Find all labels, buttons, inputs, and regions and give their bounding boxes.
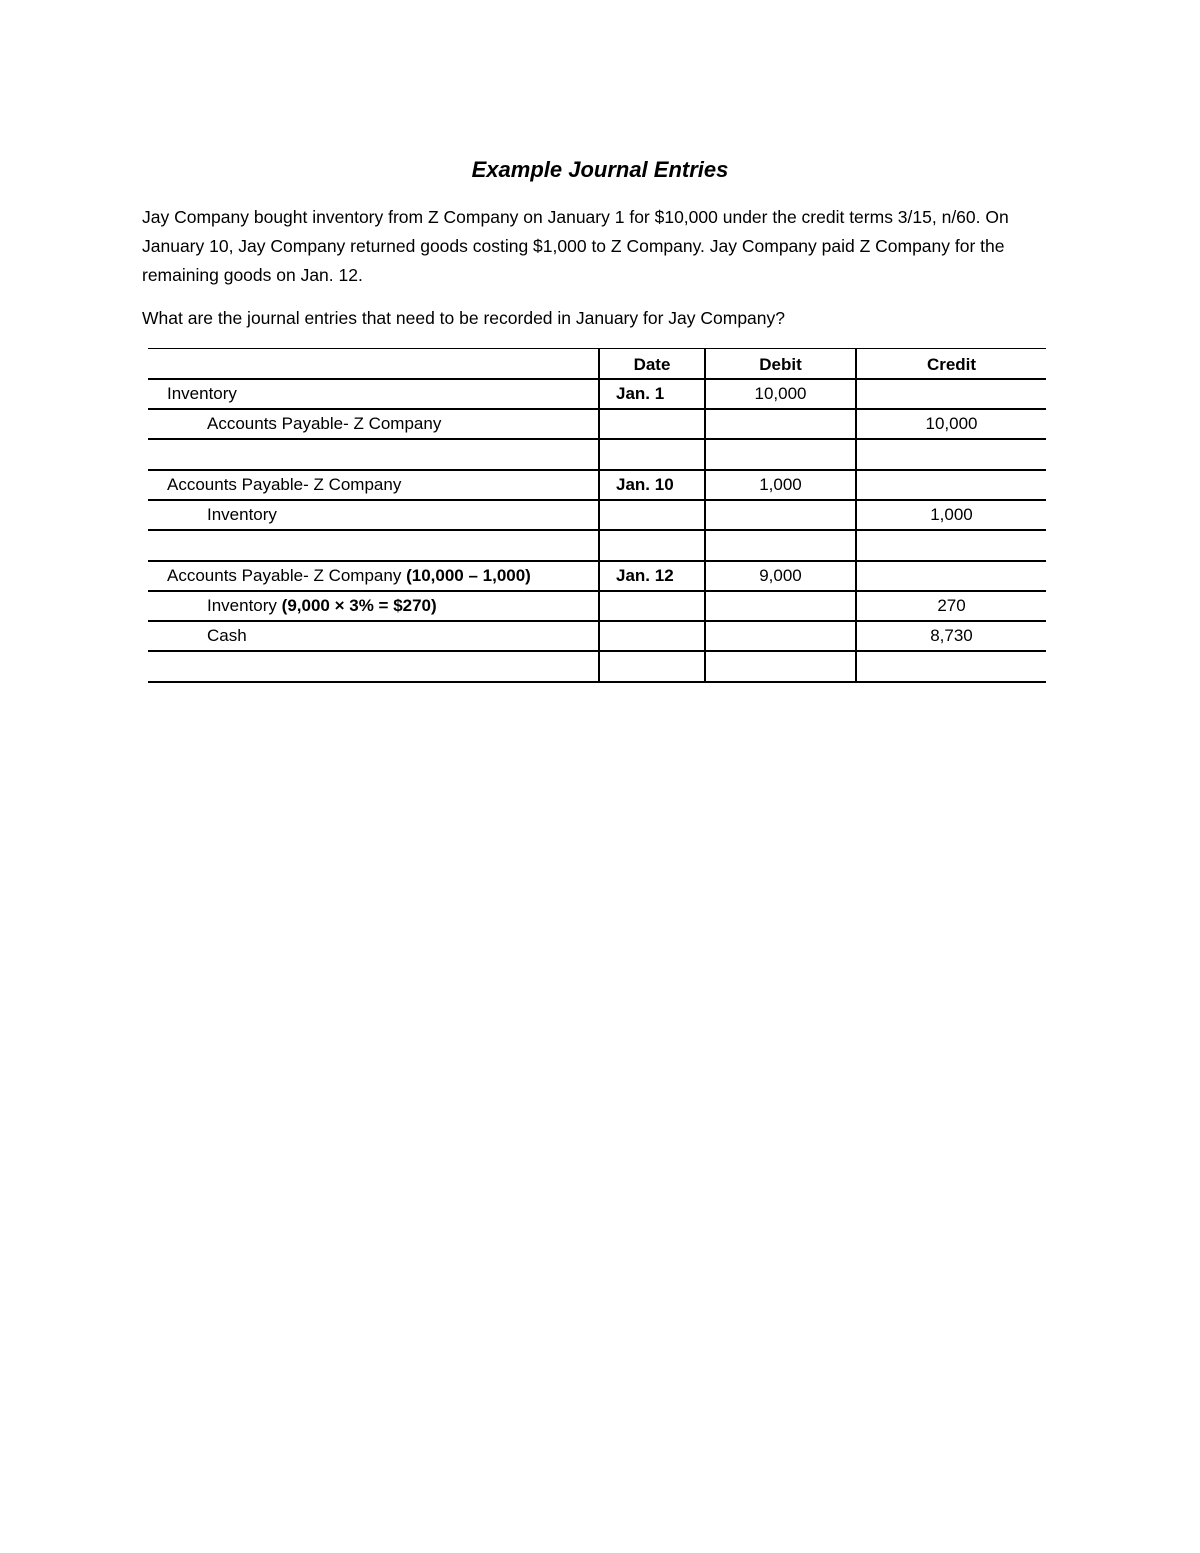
date-cell — [599, 621, 705, 651]
calculation-note: (9,000 × 3% = $270) — [281, 596, 437, 616]
account-cell — [148, 439, 599, 469]
credit-cell — [856, 561, 1046, 591]
credit-cell — [856, 470, 1046, 500]
account-cell — [148, 379, 599, 409]
table-row — [148, 621, 1046, 651]
account-name: Inventory — [207, 596, 277, 616]
debit-cell — [705, 530, 856, 560]
account-name: Inventory — [207, 505, 277, 525]
account-cell — [148, 591, 599, 621]
table-row — [148, 530, 1046, 560]
credit-cell — [856, 379, 1046, 409]
date-cell — [599, 591, 705, 621]
table-row — [148, 651, 1046, 681]
account-name: Cash — [207, 626, 247, 646]
table-row — [148, 439, 1046, 469]
account-cell — [148, 561, 599, 591]
credit-cell — [856, 530, 1046, 560]
table-row — [148, 561, 1046, 591]
debit-cell — [705, 651, 856, 681]
account-name: Accounts Payable- Z Company — [207, 414, 442, 434]
account-name: Accounts Payable- Z Company — [167, 565, 402, 585]
account-cell — [148, 470, 599, 500]
account-name: Inventory — [167, 383, 237, 403]
table-row — [148, 470, 1046, 500]
header-credit: Credit — [856, 349, 1046, 379]
date-cell: Jan. 10 — [599, 470, 705, 500]
debit-cell — [705, 500, 856, 530]
date-cell — [599, 530, 705, 560]
date-cell — [599, 651, 705, 681]
header-date: Date — [599, 349, 705, 379]
table-row — [148, 379, 1046, 409]
credit-cell: 1,000 — [856, 500, 1046, 530]
credit-cell: 10,000 — [856, 409, 1046, 439]
table-row — [148, 591, 1046, 621]
account-cell — [148, 500, 599, 530]
journal-entries-table — [148, 348, 1046, 683]
debit-cell — [705, 409, 856, 439]
problem-text: Jay Company bought inventory from Z Company on January 1 for $10,000 under the credit terms 3/15, n/60. On January 10, Jay Company returned goods costing $1,000 to Z Company. Jay Company paid Z Company for the remaining goods on Jan. 12. — [142, 207, 1009, 285]
calculation-note: (10,000 – 1,000) — [406, 565, 531, 585]
credit-cell — [856, 651, 1046, 681]
date-cell — [599, 500, 705, 530]
credit-cell: 8,730 — [856, 621, 1046, 651]
debit-cell — [705, 621, 856, 651]
account-cell — [148, 409, 599, 439]
header-account — [148, 349, 599, 379]
credit-cell: 270 — [856, 591, 1046, 621]
debit-cell — [705, 439, 856, 469]
date-cell: Jan. 12 — [599, 561, 705, 591]
debit-cell: 10,000 — [705, 379, 856, 409]
table-row — [148, 500, 1046, 530]
page-title: Example Journal Entries — [471, 157, 729, 182]
question-text: What are the journal entries that need to be recorded in January for Jay Company? — [142, 308, 786, 328]
date-cell — [599, 439, 705, 469]
header-debit: Debit — [705, 349, 856, 379]
date-cell — [599, 409, 705, 439]
account-cell — [148, 530, 599, 560]
debit-cell: 9,000 — [705, 561, 856, 591]
account-cell — [148, 621, 599, 651]
account-name: Accounts Payable- Z Company — [167, 474, 402, 494]
table-header-row — [148, 349, 1046, 379]
debit-cell — [705, 591, 856, 621]
debit-cell: 1,000 — [705, 470, 856, 500]
credit-cell — [856, 439, 1046, 469]
date-cell: Jan. 1 — [599, 379, 705, 409]
account-cell — [148, 651, 599, 681]
table-row — [148, 409, 1046, 439]
